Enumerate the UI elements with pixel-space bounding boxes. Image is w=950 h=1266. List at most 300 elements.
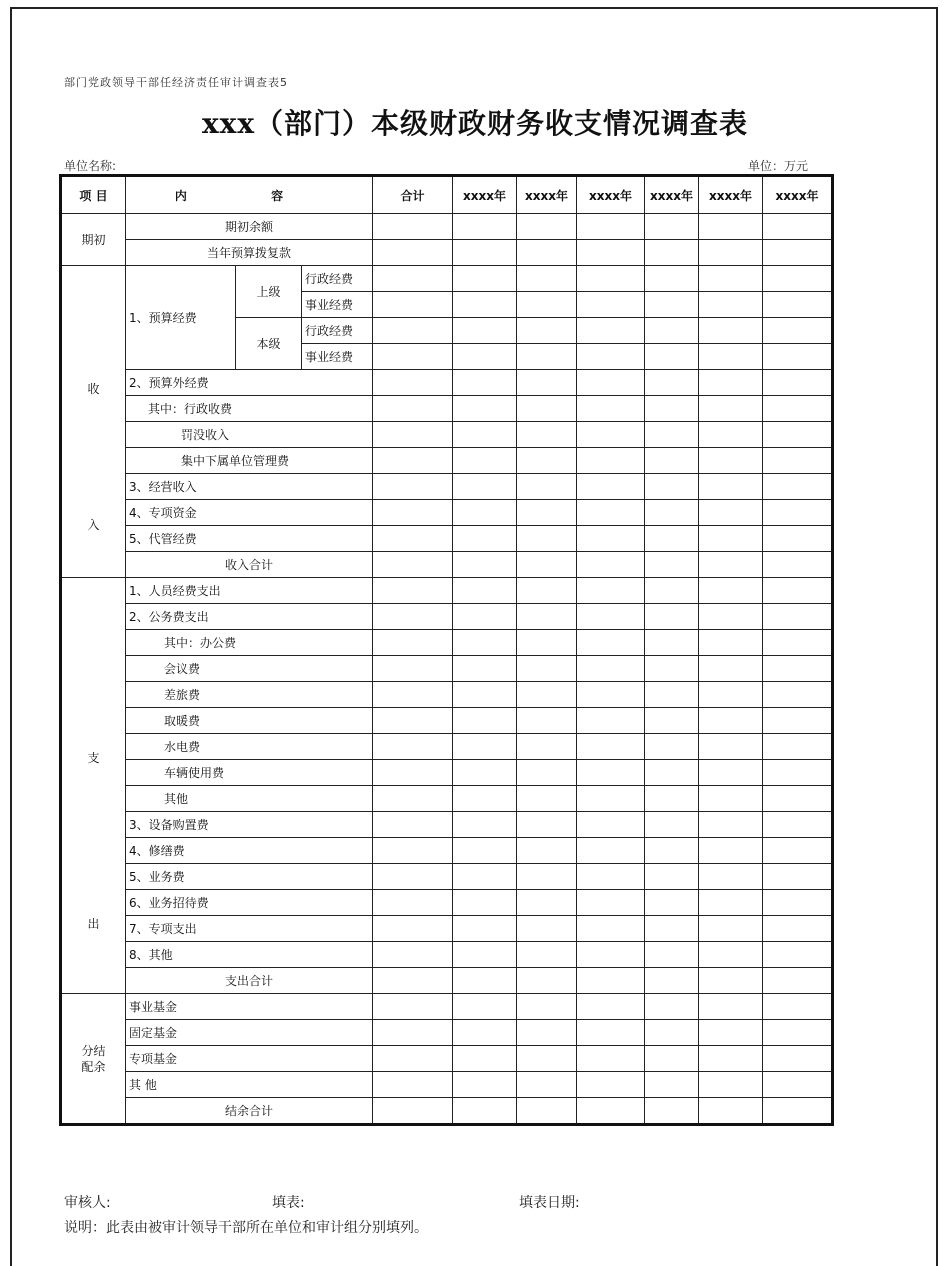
cell[interactable]: [517, 760, 577, 786]
cell[interactable]: [517, 344, 577, 370]
cell[interactable]: [373, 916, 453, 942]
row-label: 3、经营收入: [126, 474, 373, 500]
cell[interactable]: [373, 734, 453, 760]
cell[interactable]: [577, 240, 645, 266]
cell[interactable]: [645, 448, 699, 474]
row-label: 集中下属单位管理费: [126, 448, 373, 474]
cell[interactable]: [577, 292, 645, 318]
cell[interactable]: [453, 1046, 517, 1072]
cell[interactable]: [373, 812, 453, 838]
cell[interactable]: [577, 942, 645, 968]
survey-table: [59, 174, 834, 1126]
cell[interactable]: [517, 526, 577, 552]
cell[interactable]: [517, 838, 577, 864]
cell[interactable]: [699, 1020, 763, 1046]
cell[interactable]: [453, 214, 517, 240]
cell[interactable]: [517, 994, 577, 1020]
cell[interactable]: [453, 734, 517, 760]
cell[interactable]: [577, 864, 645, 890]
cell[interactable]: [699, 890, 763, 916]
cell[interactable]: [373, 890, 453, 916]
cell[interactable]: [453, 344, 517, 370]
cell[interactable]: [517, 214, 577, 240]
section-expense-char2: 出: [87, 916, 100, 931]
cell[interactable]: [373, 786, 453, 812]
cell[interactable]: [517, 292, 577, 318]
cell[interactable]: [763, 578, 833, 604]
cell[interactable]: [373, 1072, 453, 1098]
cell[interactable]: [699, 916, 763, 942]
cell[interactable]: [699, 474, 763, 500]
cell[interactable]: [763, 760, 833, 786]
cell[interactable]: [577, 344, 645, 370]
cell[interactable]: [763, 630, 833, 656]
cell[interactable]: [645, 214, 699, 240]
table-row: [61, 708, 833, 734]
cell[interactable]: [517, 630, 577, 656]
cell[interactable]: [763, 1020, 833, 1046]
cell[interactable]: [453, 448, 517, 474]
cell[interactable]: [645, 656, 699, 682]
cell[interactable]: [645, 344, 699, 370]
cell[interactable]: [373, 344, 453, 370]
cell[interactable]: [645, 370, 699, 396]
cell[interactable]: [577, 552, 645, 578]
cell[interactable]: [645, 292, 699, 318]
cell[interactable]: [577, 812, 645, 838]
cell[interactable]: [699, 214, 763, 240]
cell[interactable]: [517, 1046, 577, 1072]
cell[interactable]: [453, 656, 517, 682]
cell[interactable]: [453, 500, 517, 526]
cell[interactable]: [373, 214, 453, 240]
cell[interactable]: [763, 370, 833, 396]
cell[interactable]: [577, 526, 645, 552]
cell[interactable]: [699, 578, 763, 604]
cell[interactable]: [373, 1020, 453, 1046]
cell[interactable]: [453, 968, 517, 994]
cell[interactable]: [453, 812, 517, 838]
cell[interactable]: [577, 838, 645, 864]
cell[interactable]: [373, 526, 453, 552]
page-title: xxx（部门）本级财政财务收支情况调查表: [201, 107, 749, 140]
cell[interactable]: [763, 1098, 833, 1125]
cell[interactable]: [763, 994, 833, 1020]
cell[interactable]: [699, 734, 763, 760]
cell[interactable]: [763, 474, 833, 500]
cell[interactable]: [763, 604, 833, 630]
cell[interactable]: [763, 1072, 833, 1098]
cell[interactable]: [645, 1098, 699, 1125]
cell[interactable]: [645, 994, 699, 1020]
cell[interactable]: [699, 708, 763, 734]
cell[interactable]: [453, 526, 517, 552]
cell[interactable]: [645, 760, 699, 786]
row-label: 2、公务费支出: [126, 604, 373, 630]
cell[interactable]: [517, 370, 577, 396]
row-label: 结余合计: [126, 1098, 373, 1125]
cell[interactable]: [645, 890, 699, 916]
footer-note: 说明：此表由被审计领导干部所在单位和审计组分别填列。: [64, 1220, 428, 1236]
cell[interactable]: [453, 838, 517, 864]
table-row: [61, 734, 833, 760]
cell[interactable]: [645, 968, 699, 994]
cell[interactable]: [699, 786, 763, 812]
cell[interactable]: [699, 370, 763, 396]
cell[interactable]: [453, 1072, 517, 1098]
row-label: 1、预算经费: [126, 266, 236, 370]
cell[interactable]: [763, 734, 833, 760]
cell[interactable]: [645, 838, 699, 864]
cell[interactable]: [645, 786, 699, 812]
cell[interactable]: [453, 552, 517, 578]
table-row: [61, 214, 833, 240]
cell[interactable]: [453, 630, 517, 656]
cell[interactable]: [517, 448, 577, 474]
cell[interactable]: [453, 864, 517, 890]
cell[interactable]: [577, 214, 645, 240]
cell[interactable]: [517, 864, 577, 890]
cell[interactable]: [645, 864, 699, 890]
cell[interactable]: [699, 500, 763, 526]
row-label: 上级: [236, 266, 302, 318]
cell[interactable]: [577, 656, 645, 682]
cell[interactable]: [373, 708, 453, 734]
cell[interactable]: [517, 942, 577, 968]
cell[interactable]: [763, 292, 833, 318]
row-label: 2、预算外经费: [126, 370, 373, 396]
cell[interactable]: [645, 240, 699, 266]
cell[interactable]: [699, 812, 763, 838]
cell[interactable]: [453, 318, 517, 344]
cell[interactable]: [763, 942, 833, 968]
cell[interactable]: [763, 682, 833, 708]
cell[interactable]: [763, 812, 833, 838]
cell[interactable]: [763, 448, 833, 474]
cell[interactable]: [577, 968, 645, 994]
cell[interactable]: [577, 396, 645, 422]
cell[interactable]: [517, 786, 577, 812]
cell[interactable]: [517, 552, 577, 578]
cell[interactable]: [577, 448, 645, 474]
cell[interactable]: [453, 1020, 517, 1046]
row-label: 会议费: [126, 656, 373, 682]
cell[interactable]: [699, 1046, 763, 1072]
row-label: 固定基金: [126, 1020, 373, 1046]
cell[interactable]: [373, 240, 453, 266]
cell[interactable]: [577, 1020, 645, 1046]
cell[interactable]: [699, 552, 763, 578]
cell[interactable]: [577, 422, 645, 448]
row-label: 当年预算拨复款: [126, 240, 373, 266]
cell[interactable]: [453, 916, 517, 942]
cell[interactable]: [699, 942, 763, 968]
cell[interactable]: [699, 448, 763, 474]
cell[interactable]: [577, 1046, 645, 1072]
cell[interactable]: [517, 734, 577, 760]
cell[interactable]: [373, 1046, 453, 1072]
cell[interactable]: [645, 942, 699, 968]
cell[interactable]: [577, 734, 645, 760]
cell[interactable]: [373, 838, 453, 864]
cell[interactable]: [453, 474, 517, 500]
cell[interactable]: [763, 1046, 833, 1072]
row-label: 4、修缮费: [126, 838, 373, 864]
row-label: 3、设备购置费: [126, 812, 373, 838]
cell[interactable]: [517, 474, 577, 500]
cell[interactable]: [373, 552, 453, 578]
section-income-char2: 入: [87, 517, 100, 532]
cell[interactable]: [577, 760, 645, 786]
cell[interactable]: [517, 916, 577, 942]
cell[interactable]: [517, 656, 577, 682]
cell[interactable]: [763, 526, 833, 552]
cell[interactable]: [453, 682, 517, 708]
cell[interactable]: [453, 578, 517, 604]
row-label: 其他: [126, 786, 373, 812]
cell[interactable]: [645, 916, 699, 942]
cell[interactable]: [453, 604, 517, 630]
table-row: [61, 1072, 833, 1098]
cell[interactable]: [645, 1020, 699, 1046]
cell[interactable]: [699, 760, 763, 786]
table-row: [61, 864, 833, 890]
cell[interactable]: [517, 682, 577, 708]
cell[interactable]: [577, 474, 645, 500]
cell[interactable]: [645, 474, 699, 500]
cell[interactable]: [763, 240, 833, 266]
table-row: [61, 240, 833, 266]
row-label: 6、业务招待费: [126, 890, 373, 916]
cell[interactable]: [699, 292, 763, 318]
header-year: xxxx年: [763, 176, 833, 214]
cell[interactable]: [763, 786, 833, 812]
cell[interactable]: [517, 500, 577, 526]
cell[interactable]: [699, 968, 763, 994]
cell[interactable]: [373, 682, 453, 708]
row-label: 取暖费: [126, 708, 373, 734]
cell[interactable]: [645, 708, 699, 734]
cell[interactable]: [645, 812, 699, 838]
cell[interactable]: [517, 266, 577, 292]
cell[interactable]: [373, 760, 453, 786]
cell[interactable]: [645, 552, 699, 578]
cell[interactable]: [763, 916, 833, 942]
row-label: 车辆使用费: [126, 760, 373, 786]
cell[interactable]: [699, 838, 763, 864]
table-row: [61, 396, 833, 422]
table-row: [61, 786, 833, 812]
cell[interactable]: [517, 1098, 577, 1125]
cell[interactable]: [763, 344, 833, 370]
cell[interactable]: [699, 396, 763, 422]
cell[interactable]: [373, 448, 453, 474]
row-label: 4、专项资金: [126, 500, 373, 526]
cell[interactable]: [645, 500, 699, 526]
cell[interactable]: [517, 578, 577, 604]
cell[interactable]: [645, 734, 699, 760]
cell[interactable]: [699, 266, 763, 292]
cell[interactable]: [699, 656, 763, 682]
table-row: [61, 1046, 833, 1072]
cell[interactable]: [373, 266, 453, 292]
cell[interactable]: [517, 318, 577, 344]
cell[interactable]: [577, 578, 645, 604]
cell[interactable]: [453, 266, 517, 292]
cell[interactable]: [453, 890, 517, 916]
cell[interactable]: [517, 890, 577, 916]
cell[interactable]: [453, 1098, 517, 1125]
cell[interactable]: [699, 1098, 763, 1125]
cell[interactable]: [453, 942, 517, 968]
cell[interactable]: [453, 994, 517, 1020]
cell[interactable]: [577, 500, 645, 526]
cell[interactable]: [517, 604, 577, 630]
cell[interactable]: [699, 1072, 763, 1098]
table-row: [61, 422, 833, 448]
row-label: 本级: [236, 318, 302, 370]
cell[interactable]: [373, 500, 453, 526]
row-label: 行政经费: [302, 266, 373, 292]
cell[interactable]: [453, 292, 517, 318]
cell[interactable]: [453, 396, 517, 422]
cell[interactable]: [453, 240, 517, 266]
cell[interactable]: [373, 994, 453, 1020]
form-number-note: 部门党政领导干部任经济责任审计调查表5: [64, 76, 288, 89]
cell[interactable]: [763, 838, 833, 864]
table-row: [61, 1020, 833, 1046]
cell[interactable]: [577, 890, 645, 916]
cell[interactable]: [373, 864, 453, 890]
cell[interactable]: [517, 240, 577, 266]
cell[interactable]: [699, 864, 763, 890]
cell[interactable]: [645, 422, 699, 448]
cell[interactable]: [577, 604, 645, 630]
cell[interactable]: [453, 422, 517, 448]
cell[interactable]: [373, 396, 453, 422]
cell[interactable]: [699, 994, 763, 1020]
cell[interactable]: [373, 578, 453, 604]
table-row: [61, 916, 833, 942]
cell[interactable]: [517, 1020, 577, 1046]
cell[interactable]: [577, 266, 645, 292]
table-row: [61, 812, 833, 838]
cell[interactable]: [373, 318, 453, 344]
cell[interactable]: [577, 916, 645, 942]
cell[interactable]: [373, 604, 453, 630]
cell[interactable]: [763, 500, 833, 526]
cell[interactable]: [373, 968, 453, 994]
cell[interactable]: [763, 656, 833, 682]
row-label: 5、代管经费: [126, 526, 373, 552]
cell[interactable]: [373, 1098, 453, 1125]
cell[interactable]: [699, 422, 763, 448]
table-row: [61, 838, 833, 864]
cell[interactable]: [699, 526, 763, 552]
table-row: [61, 552, 833, 578]
cell[interactable]: [577, 786, 645, 812]
cell[interactable]: [577, 1072, 645, 1098]
row-label: 其 他: [126, 1072, 373, 1098]
cell[interactable]: [373, 370, 453, 396]
cell[interactable]: [373, 422, 453, 448]
cell[interactable]: [763, 318, 833, 344]
cell[interactable]: [645, 526, 699, 552]
table-row: [61, 890, 833, 916]
cell[interactable]: [699, 240, 763, 266]
cell[interactable]: [763, 552, 833, 578]
table-row: [61, 578, 833, 604]
cell[interactable]: [577, 630, 645, 656]
cell[interactable]: [517, 968, 577, 994]
cell[interactable]: [517, 812, 577, 838]
cell[interactable]: [645, 1046, 699, 1072]
cell[interactable]: [517, 708, 577, 734]
cell[interactable]: [645, 682, 699, 708]
table-row: [61, 760, 833, 786]
cell[interactable]: [699, 682, 763, 708]
cell[interactable]: [763, 396, 833, 422]
header-year: xxxx年: [453, 176, 517, 214]
cell[interactable]: [763, 266, 833, 292]
cell[interactable]: [517, 422, 577, 448]
cell[interactable]: [645, 266, 699, 292]
cell[interactable]: [699, 318, 763, 344]
cell[interactable]: [577, 370, 645, 396]
row-label: 事业经费: [302, 292, 373, 318]
table-row: [61, 1098, 833, 1125]
cell[interactable]: [373, 292, 453, 318]
cell[interactable]: [645, 318, 699, 344]
cell[interactable]: [577, 994, 645, 1020]
cell[interactable]: [453, 370, 517, 396]
section-surplus-label: 分结配余: [81, 1043, 106, 1074]
cell[interactable]: [517, 396, 577, 422]
cell[interactable]: [373, 656, 453, 682]
section-surplus: [61, 994, 126, 1125]
cell[interactable]: [577, 1098, 645, 1125]
cell[interactable]: [645, 1072, 699, 1098]
cell[interactable]: [763, 708, 833, 734]
cell[interactable]: [577, 708, 645, 734]
cell[interactable]: [763, 890, 833, 916]
cell[interactable]: [577, 318, 645, 344]
cell[interactable]: [645, 578, 699, 604]
cell[interactable]: [645, 396, 699, 422]
cell[interactable]: [453, 760, 517, 786]
cell[interactable]: [699, 630, 763, 656]
cell[interactable]: [453, 786, 517, 812]
cell[interactable]: [373, 942, 453, 968]
row-label: 差旅费: [126, 682, 373, 708]
cell[interactable]: [763, 864, 833, 890]
cell[interactable]: [645, 604, 699, 630]
table-row: [61, 266, 833, 292]
unit-label: 单位：万元: [748, 159, 809, 173]
cell[interactable]: [517, 1072, 577, 1098]
cell[interactable]: [373, 630, 453, 656]
cell[interactable]: [577, 682, 645, 708]
cell[interactable]: [453, 708, 517, 734]
cell[interactable]: [763, 214, 833, 240]
cell[interactable]: [699, 344, 763, 370]
cell[interactable]: [699, 604, 763, 630]
section-expense: [61, 578, 126, 994]
cell[interactable]: [645, 630, 699, 656]
cell[interactable]: [763, 422, 833, 448]
cell[interactable]: [373, 474, 453, 500]
cell[interactable]: [763, 968, 833, 994]
